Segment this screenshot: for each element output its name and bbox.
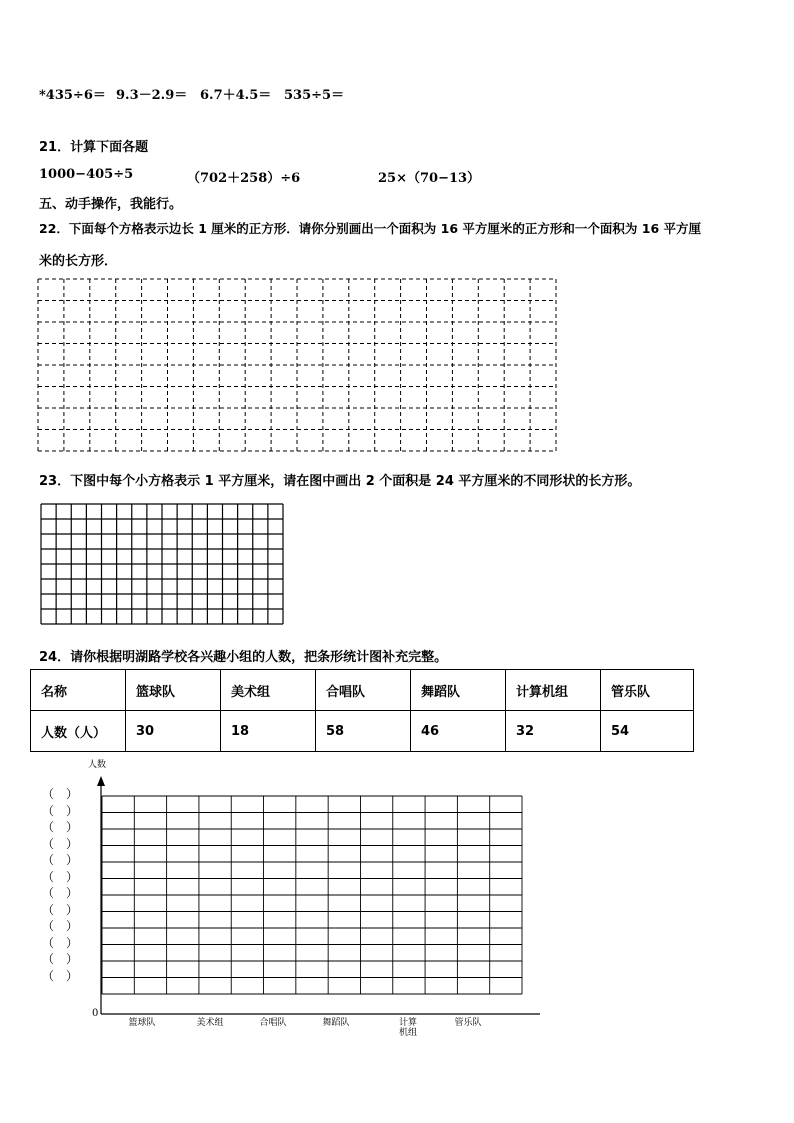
table-count-row bbox=[31, 711, 694, 752]
table-count-5: 32 bbox=[506, 711, 601, 752]
section-five-title: 五、动手操作，我能行。 bbox=[39, 197, 183, 212]
q22-text-line1: 22．下面每个方格表示边长 1 厘米的正方形．请你分别画出一个面积为 16 平方厘米的正方形和一个面积为 16 平方厘 bbox=[39, 221, 701, 236]
q21-title: 21．计算下面各题 bbox=[39, 140, 149, 155]
y-tick-placeholder[interactable]: （ ） bbox=[42, 902, 79, 917]
interest-group-table bbox=[30, 669, 694, 752]
y-tick-placeholder[interactable]: （ ） bbox=[42, 820, 79, 834]
y-tick-placeholder[interactable]: （ ） bbox=[42, 803, 79, 818]
chart-origin-label: 0 bbox=[92, 1008, 99, 1019]
x-category-label: 篮球队 bbox=[128, 1018, 156, 1028]
table-count-2: 18 bbox=[221, 711, 316, 752]
chart-ylabel: 人数 bbox=[88, 760, 107, 770]
q22-text-line2: 米的长方形． bbox=[39, 254, 118, 269]
table-group-3: 合唱队 bbox=[316, 670, 411, 711]
table-count-6: 54 bbox=[601, 711, 694, 752]
q24-text: 24．请你根据明湖路学校各兴趣小组的人数，把条形统计图补充完整。 bbox=[39, 650, 448, 665]
table-group-2: 美术组 bbox=[221, 670, 316, 711]
q23-square-grid[interactable] bbox=[40, 503, 286, 627]
x-category-label: 美术组 bbox=[196, 1018, 224, 1028]
x-category-label: 计算 机组 bbox=[398, 1018, 417, 1038]
y-tick-placeholder[interactable]: （ ） bbox=[42, 886, 79, 900]
y-tick-placeholder[interactable]: （ ） bbox=[42, 836, 79, 851]
calc-item-4: 535÷5＝ bbox=[284, 88, 345, 103]
table-group-1: 篮球队 bbox=[126, 670, 221, 711]
calc-item-2: 9.3－2.9＝ bbox=[116, 88, 188, 103]
table-group-5: 计算机组 bbox=[506, 670, 601, 711]
table-group-4: 舞蹈队 bbox=[411, 670, 506, 711]
y-tick-placeholder[interactable]: （ ） bbox=[42, 919, 79, 933]
x-category-label: 舞蹈队 bbox=[322, 1018, 350, 1028]
q21-item-2: （702＋258）÷6 bbox=[187, 171, 301, 186]
calc-item-3: 6.7＋4.5＝ bbox=[200, 88, 272, 103]
table-count-1: 30 bbox=[126, 711, 221, 752]
y-tick-placeholder[interactable]: （ ） bbox=[42, 935, 79, 950]
y-tick-placeholder[interactable]: （ ） bbox=[42, 952, 79, 966]
table-count-4: 46 bbox=[411, 711, 506, 752]
bar-chart-axes-grid[interactable] bbox=[90, 772, 544, 1022]
table-group-6: 管乐队 bbox=[601, 670, 694, 711]
table-count-3: 58 bbox=[316, 711, 411, 752]
y-tick-placeholder[interactable]: （ ） bbox=[42, 869, 79, 884]
y-tick-placeholder[interactable]: （ ） bbox=[42, 853, 79, 867]
q21-item-3: 25×（70−13） bbox=[378, 171, 481, 186]
table-header-row bbox=[31, 670, 694, 711]
y-tick-placeholder[interactable]: （ ） bbox=[42, 787, 79, 801]
y-axis-arrow-icon bbox=[97, 776, 105, 786]
x-category-label: 合唱队 bbox=[259, 1018, 287, 1028]
table-header-label: 名称 bbox=[31, 670, 126, 711]
q23-text: 23．下图中每个小方格表示 1 平方厘米，请在图中画出 2 个面积是 24 平方厘米的不同形状的长方形。 bbox=[39, 474, 641, 489]
q21-item-1: 1000−405÷5 bbox=[39, 167, 134, 182]
y-tick-placeholder[interactable]: （ ） bbox=[42, 968, 79, 983]
table-count-label: 人数（人） bbox=[31, 711, 126, 752]
q22-dashed-grid[interactable] bbox=[36, 277, 560, 455]
x-category-label: 管乐队 bbox=[454, 1018, 482, 1028]
calc-item-1: *435÷6＝ bbox=[39, 88, 106, 103]
